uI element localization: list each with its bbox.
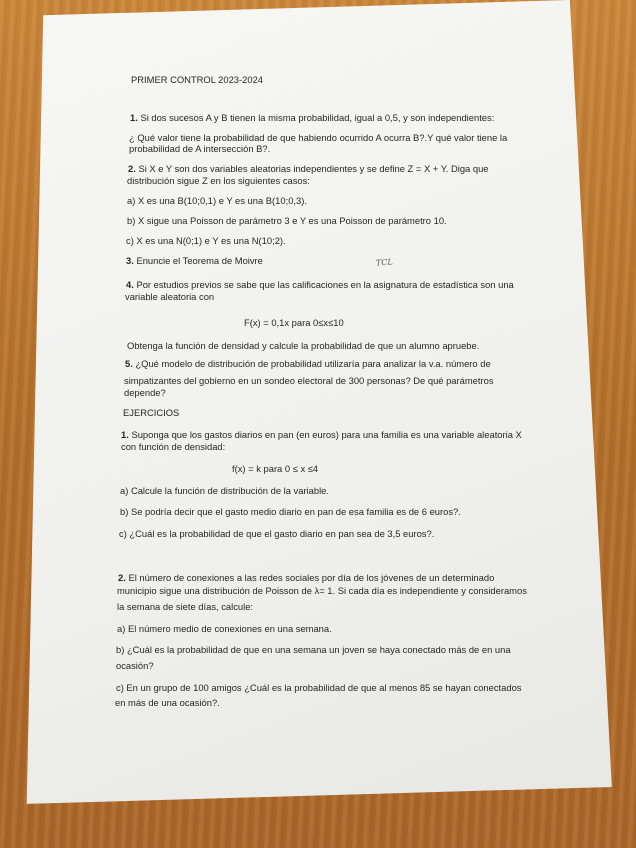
question-number: 5.: [125, 358, 133, 369]
question-4-text-line: Obtenga la función de densidad y calcule la probabilidad de que un alumno apruebe.: [127, 340, 480, 351]
question-1-subtext-line: ¿ Qué valor tiene la probabilidad de que habiendo ocurrido A ocurra B?.Y qué valor tiene la: [129, 132, 508, 143]
question-number: 1.: [130, 112, 138, 123]
question-1-subtext-line: probabilidad de A intersección B?.: [129, 143, 271, 154]
question-2-option-c: c) X es una N(0;1) e Y es una N(10;2).: [126, 235, 286, 246]
exercise-2-option-c: c) En un grupo de 100 amigos ¿Cuál es la probabilidad de que al menos 85 se hayan conectados: [116, 682, 522, 693]
exercise-2: [118, 572, 494, 584]
exercise-1-option-a: a) Calcule la función de distribución de la variable.: [120, 485, 329, 496]
handwritten-mark: TCL: [375, 257, 394, 268]
exercise-1: [121, 429, 522, 441]
question-text: Enuncie el Teorema de Moivre: [136, 255, 263, 266]
question-number: 4.: [126, 279, 134, 290]
question-4-text-line: variable aleatoria con: [125, 291, 215, 302]
exercise-2-option-c-line: en más de una ocasión?.: [115, 697, 220, 708]
question-2-option-b: b) X sigue una Poisson de parámetro 3 e Y es una Poisson de parámetro 10.: [127, 215, 447, 226]
question-1: [130, 112, 494, 124]
question-2: [128, 163, 489, 175]
question-3: [126, 255, 263, 267]
exercise-text: El número de conexiones a las redes sociales por día de los jóvenes de un determinado: [128, 572, 495, 583]
exercise-2-text-line: la semana de siete días, calcule:: [117, 601, 254, 612]
question-4: [126, 279, 514, 291]
question-4-formula: F(x) = 0,1x para 0≤x≤10: [244, 317, 344, 328]
exercise-1-option-b: b) Se podría decir que el gasto medio diario en pan de esa familia es de 6 euros?.: [120, 506, 461, 517]
exercises-heading: EJERCICIOS: [123, 407, 180, 418]
exercise-1-option-c: c) ¿Cuál es la probabilidad de que el gasto diario en pan sea de 3,5 euros?.: [119, 528, 435, 539]
exercise-1-text-line: con función de densidad:: [121, 441, 226, 452]
exercise-text: Suponga que los gastos diarios en pan (en euros) para una familia es una variable aleatoria X: [131, 429, 522, 440]
exercise-number: 2.: [118, 572, 126, 583]
exercise-2-option-b: b) ¿Cuál es la probabilidad de que en una semana un joven se haya conectado más de en una: [116, 644, 511, 655]
question-text: Si dos sucesos A y B tienen la misma probabilidad, igual a 0,5, y son independientes:: [140, 112, 495, 123]
question-2-text-line: distribución sigue Z en los siguientes casos:: [127, 175, 310, 186]
question-5: [125, 358, 491, 370]
question-2-option-a: a) X es una B(10;0,1) e Y es una B(10;0,3).: [127, 195, 307, 206]
question-text: ¿Qué modelo de distribución de probabilidad utilizaría para analizar la v.a. número de: [135, 358, 491, 369]
question-text: Por estudios previos se sabe que las calificaciones en la asignatura de estadística son una: [136, 279, 514, 290]
question-number: 3.: [126, 255, 134, 266]
exercise-number: 1.: [121, 429, 129, 440]
exercise-2-option-a: a) El número medio de conexiones en una semana.: [117, 623, 332, 634]
question-5-text-line: simpatizantes del gobierno en un sondeo electoral de 300 personas? De qué parámetros: [124, 375, 494, 386]
question-text: Si X e Y son dos variables aleatorias independientes y se define Z = X + Y. Diga que: [138, 163, 489, 174]
exam-title: PRIMER CONTROL 2023-2024: [131, 74, 263, 85]
exercise-2-text-line: municipio sigue una distribución de Poisson de λ= 1. Si cada día es independiente y consideramos: [117, 585, 527, 596]
exercise-1-formula: f(x) = k para 0 ≤ x ≤4: [232, 463, 319, 474]
question-number: 2.: [128, 163, 136, 174]
question-5-text-line: depende?: [124, 387, 166, 398]
exercise-2-option-b-line: ocasión?: [116, 660, 154, 671]
